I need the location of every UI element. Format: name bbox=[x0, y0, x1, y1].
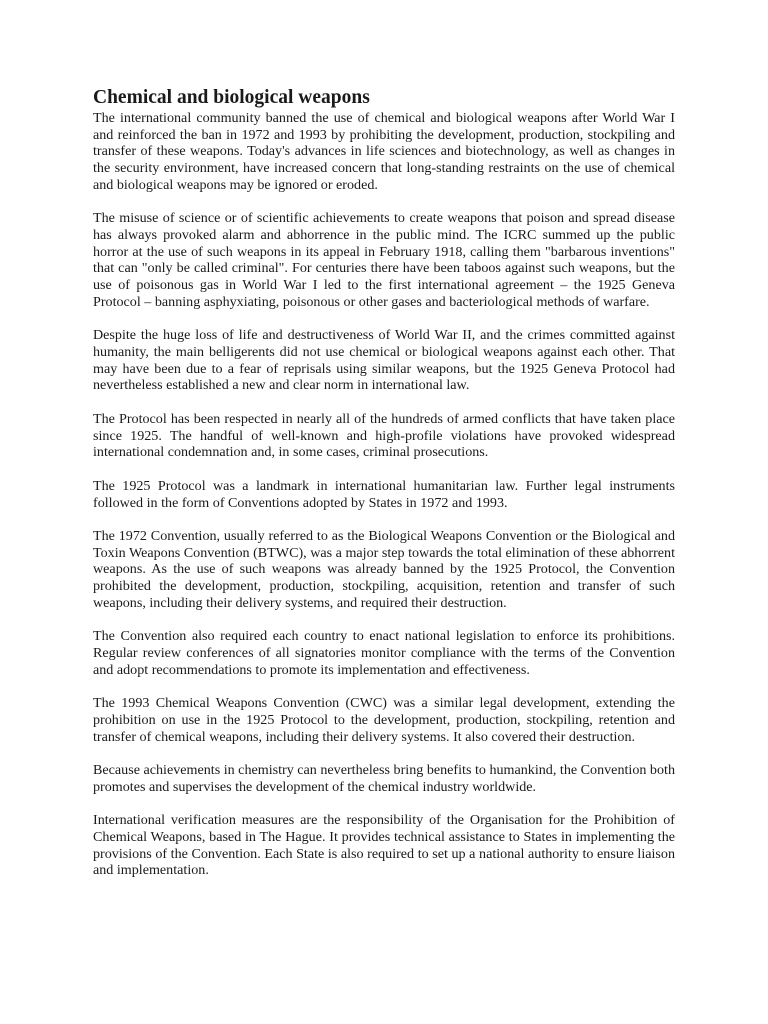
paragraph-protocol-respected: The Protocol has been respected in nearly all of the hundreds of armed conflicts that have taken place since 1925. The handful of well-known and high-profile violations have provoked widespread international condemnation and, in some cases, criminal prosecutions. bbox=[93, 410, 675, 461]
paragraph-chemical-industry: Because achievements in chemistry can nevertheless bring benefits to humankind, the Convention both promotes and supervises the development of the chemical industry worldwide. bbox=[93, 762, 675, 795]
document-title: Chemical and biological weapons bbox=[93, 87, 370, 108]
paragraph-landmark: The 1925 Protocol was a landmark in international humanitarian law. Further legal instruments followed in the form of Conventions adopted by States in 1972 and 1993. bbox=[93, 477, 675, 511]
paragraph-cwc: The 1993 Chemical Weapons Convention (CWC) was a similar legal development, extending the prohibition on use in the 1925 Protocol to the development, production, stockpiling, retention and transfer of chemical weapons, including their delivery systems. It also covered their destruction. bbox=[93, 695, 675, 745]
paragraph-btwc: The 1972 Convention, usually referred to as the Biological Weapons Convention or the Biological and Toxin Weapons Convention (BTWC), was a major step towards the total elimination of these abhorrent weapons. As the use of such weapons was already banned by the 1925 Protocol, the Convention prohibited the development, production, stockpiling, acquisition, retention and transfer of such weapons, including their delivery systems, and required their destruction. bbox=[93, 528, 675, 611]
paragraph-intro: The international community banned the use of chemical and biological weapons after World War I and reinforced the ban in 1972 and 1993 by prohibiting the development, production, stockpiling and transfer of these weapons. Today's advances in life sciences and biotechnology, as well as changes in the security environment, have increased concern that long-standing restraints on the use of chemical and biological weapons may be ignored or eroded. bbox=[93, 110, 675, 193]
paragraph-verification: International verification measures are the responsibility of the Organisation for the Prohibition of Chemical Weapons, based in The Hague. It provides technical assistance to States in implementing the provisions of the Convention. Each State is also required to set up a national authority to ensure liaison and implementation. bbox=[93, 812, 675, 879]
document-page bbox=[93, 86, 675, 896]
paragraph-national-legislation: The Convention also required each country to enact national legislation to enforce its prohibitions. Regular review conferences of all signatories monitor compliance with the terms of the Convention and adopt recommendations to promote its implementation and effectiveness. bbox=[93, 628, 675, 678]
paragraph-history: The misuse of science or of scientific achievements to create weapons that poison and spread disease has always provoked alarm and abhorrence in the public mind. The ICRC summed up the public horror at the use of such weapons in its appeal in February 1918, calling them "barbarous inventions" that can "only be called criminal". For centuries there have been taboos against such weapons, but the use of poisonous gas in World War I led to the first international agreement – the 1925 Geneva Protocol – banning asphyxiating, poisonous or other gases and bacteriological methods of warfare. bbox=[93, 210, 675, 310]
paragraph-world-war-ii: Despite the huge loss of life and destructiveness of World War II, and the crimes committed against humanity, the main belligerents did not use chemical or biological weapons against each other. That may have been due to a fear of reprisals using similar weapons, but the 1925 Geneva Protocol had nevertheless established a new and clear norm in international law. bbox=[93, 327, 675, 394]
